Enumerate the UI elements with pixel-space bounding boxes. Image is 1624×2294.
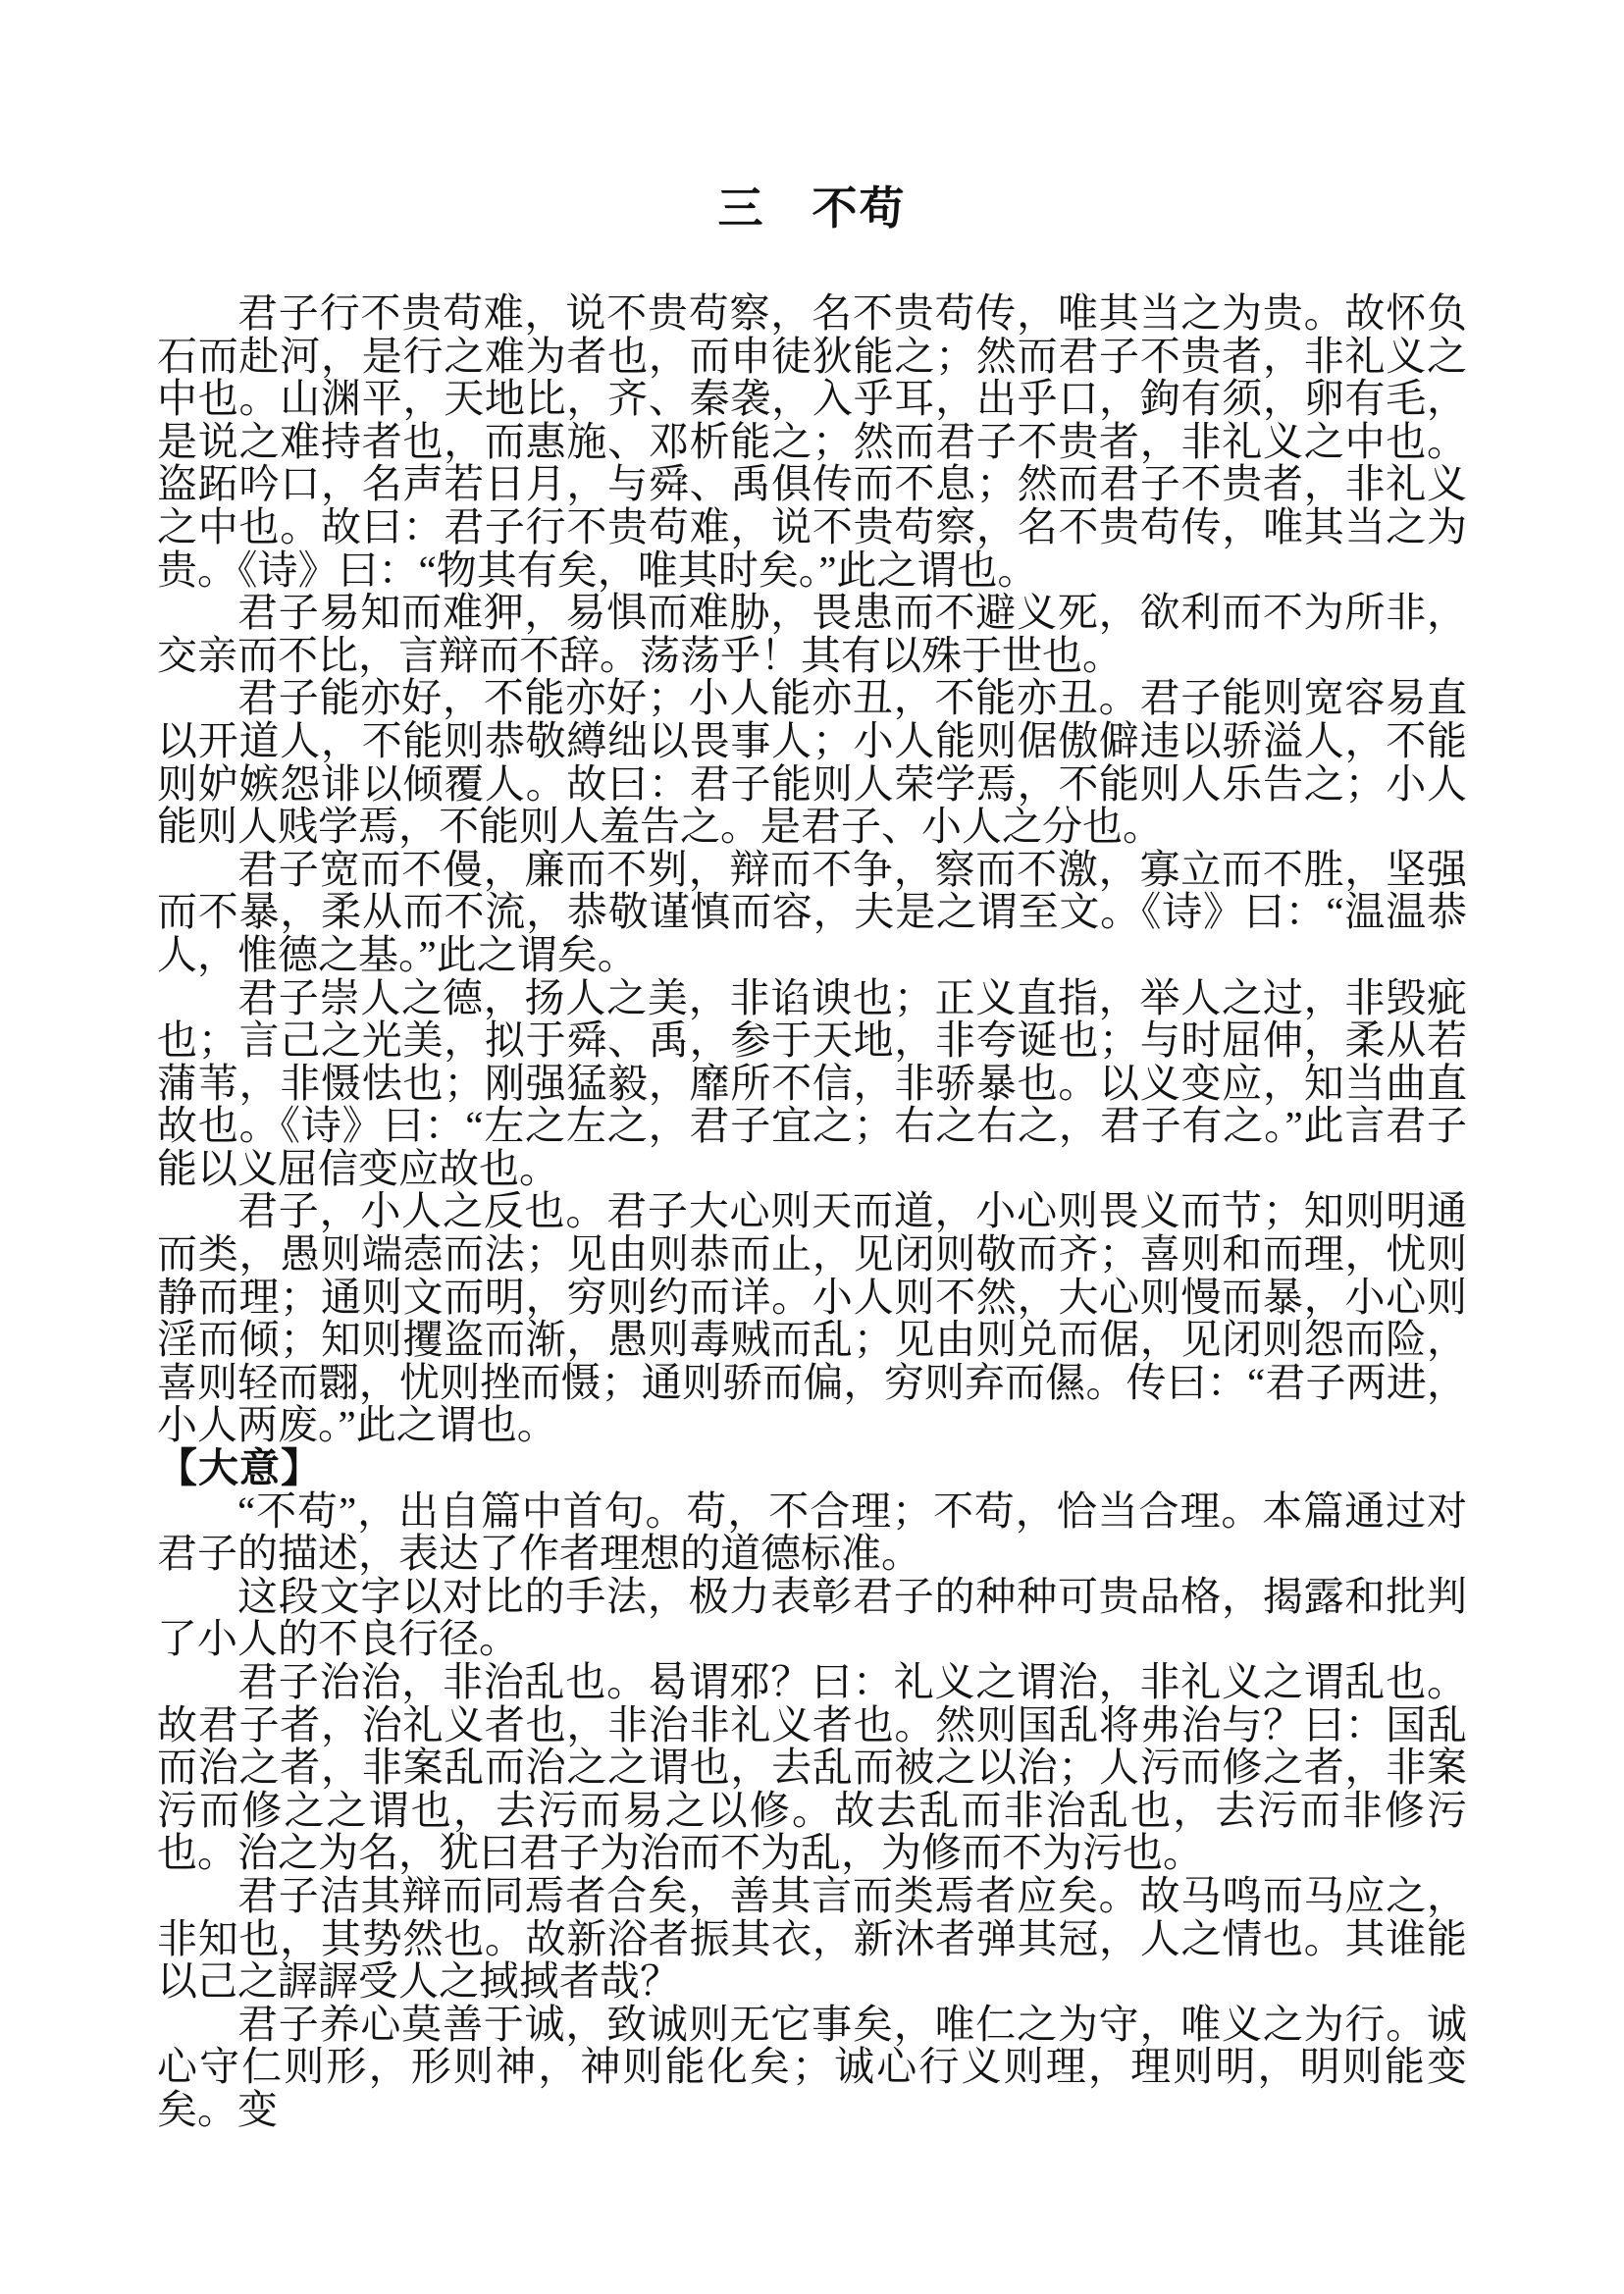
paragraph-junzi-xing: 君子行不贵苟难，说不贵苟察，名不贵苟传，唯其当之为贵。故怀负石而赴河，是行之难为者也，而申徒狄能之；然而君子不贵者，非礼义之中也。山渊平，天地比，齐、秦袭，入乎耳，出乎口，鉤有须，卵有毛，是说之难持者也，而惠施、邓析能之；然而君子不贵者，非礼义之中也。盗跖吟口，名声若日月，与舜、禹俱传而不息；然而君子不贵者，非礼义之中也。故曰：君子行不贵苟难，说不贵苟察，名不贵苟传，唯其当之为贵。《诗》曰：“物其有矣，唯其时矣。”此之谓也。 [157,290,1467,593]
paragraph-junzi-kuan: 君子宽而不僈，廉而不刿，辩而不争，察而不激，寡立而不胜，坚强而不暴，柔从而不流，恭敬谨慎而容，夫是之谓至文。《诗》曰：“温温恭人，惟德之基。”此之谓矣。 [157,846,1467,977]
paragraph-junzi-neng: 君子能亦好，不能亦好；小人能亦丑，不能亦丑。君子能则宽容易直以开道人，不能则恭敬繜绌以畏事人；小人能则倨傲僻违以骄溢人，不能则妒嫉怨诽以倾覆人。故曰：君子能则人荣学焉，不能则人乐告之；小人能则人贱学焉，不能则人羞告之。是君子、小人之分也。 [157,675,1467,850]
section-heading-dayi: 【大意】 [157,1445,322,1491]
paragraph-junzi-xiaoren-fan: 君子，小人之反也。君子大心则天而道，小心则畏义而节；知则明通而类，愚则端悫而法；见由则恭而止，见闭则敬而齐；喜则和而理，忧则静而理；通则文而明，穷则约而详。小人则不然，大心则慢而暴，小心则淫而倾；知则攫盗而渐，愚则毒贼而乱；见由则兑而倨，见闭则怨而险，喜则轻而翾，忧则挫而慑；通则骄而偏，穷则弃而儑。传曰：“君子两进，小人两废。”此之谓也。 [157,1188,1467,1448]
paragraph-junzi-yangxin: 君子养心莫善于诚，致诚则无它事矣，唯仁之为守，唯义之为行。诚心守仁则形，形则神，神则能化矣；诚心行义则理，理则明，明则能变矣。变 [157,2001,1467,2132]
paragraph-junzi-yizhi: 君子易知而难狎，易惧而难胁，畏患而不避义死，欲利而不为所非，交亲而不比，言辩而不辞。荡荡乎！其有以殊于世也。 [157,590,1467,678]
paragraph-dayi-duibi: 这段文字以对比的手法，极力表彰君子的种种可贵品格，揭露和批判了小人的不良行径。 [157,1573,1467,1662]
paragraph-dayi-intro: “不苟”，出自篇中首句。苟，不合理；不苟，恰当合理。本篇通过对君子的描述，表达了作者理想的道德标准。 [157,1487,1467,1577]
paragraph-junzi-chong: 君子崇人之德，扬人之美，非谄谀也；正义直指，举人之过，非毁疵也；言己之光美，拟于舜、禹，参于天地，非夸诞也；与时屈伸，柔从若蒲苇，非慑怯也；刚强猛毅，靡所不信，非骄暴也。以义变应，知当曲直故也。《诗》曰：“左之左之，君子宜之；右之右之，君子有之。”此言君子能以义屈信变应故也。 [157,974,1467,1191]
document-body [157,292,1467,2132]
paragraph-junzi-zhizhi: 君子治治，非治乱也。曷谓邪？曰：礼义之谓治，非礼义之谓乱也。故君子者，治礼义者也，非治非礼义者也。然则国乱将弗治与？曰：国乱而治之者，非案乱而治之之谓也，去乱而被之以治；人污而修之者，非案污而修之之谓也，去污而易之以修。故去乱而非治乱也，去污而非修污也。治之为名，犹曰君子为治而不为乱，为修而不为污也。 [157,1659,1467,1876]
chapter-title: 三 不苟 [717,183,907,234]
paragraph-junzi-jiebian: 君子洁其辩而同焉者合矣，善其言而类焉者应矣。故马鸣而马应之，非知也，其势然也。故新浴者振其衣，新沐者弹其冠，人之情也。其谁能以己之謘謘受人之掝掝者哉？ [157,1872,1467,2005]
